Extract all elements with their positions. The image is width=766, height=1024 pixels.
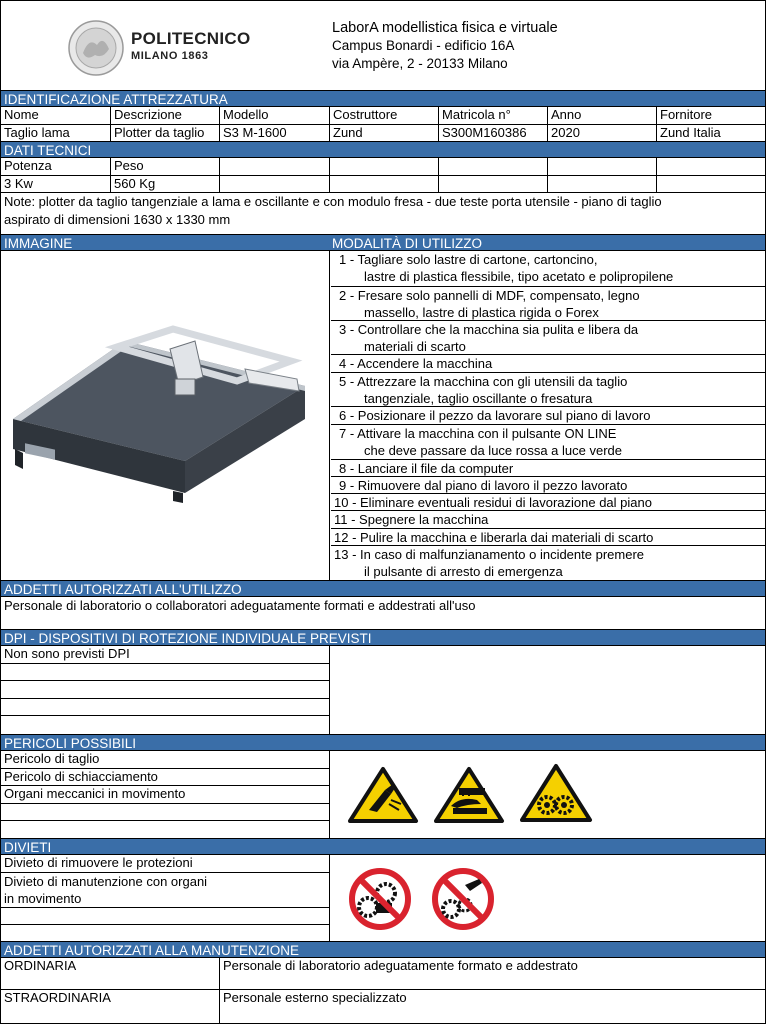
dt-empty	[330, 176, 439, 193]
modalita-title: MODALITÀ DI UTILIZZO	[332, 236, 483, 251]
list-item: 11 - Spegnere la macchina	[331, 511, 765, 529]
addetti-utilizzo-text: Personale di laboratorio o collaboratori adeguatamente formati e addestrati all'uso	[4, 598, 476, 613]
plotter-machine-icon	[5, 321, 325, 506]
immagine-title: IMMAGINE	[4, 236, 73, 251]
no-maintenance-moving-parts-icon	[429, 867, 497, 931]
manutenzione-label-straordinaria: STRAORDINARIA	[1, 990, 220, 1023]
dt-empty	[220, 158, 330, 176]
divieto-empty-row	[1, 925, 330, 941]
id-header-descrizione: Descrizione	[111, 107, 220, 125]
id-header-costruttore: Costruttore	[330, 107, 439, 125]
list-item: 12 - Pulire la macchina e liberarla dai materiali di scarto	[331, 529, 765, 546]
id-header-fornitore: Fornitore	[657, 107, 765, 125]
section-dati-tecnici: DATI TECNICI	[1, 141, 765, 158]
logo-seal-icon	[67, 19, 125, 77]
gears-hazard-icon	[519, 763, 593, 823]
dt-value-potenza: 3 Kw	[1, 176, 111, 193]
id-value-modello: S3 M-1600	[220, 125, 330, 142]
section-dpi: DPI - DISPOSITIVI DI ROTEZIONE INDIVIDUALE PREVISTI	[1, 629, 765, 646]
dpi-empty-row	[1, 716, 330, 734]
dpi-empty-row	[1, 699, 330, 716]
list-item: 5 - Attrezzare la macchina con gli utensili da taglio tangenziale, taglio oscillante o fresatura	[331, 373, 765, 407]
dpi-item: Non sono previsti DPI	[1, 646, 330, 664]
pericolo-empty-row	[1, 804, 330, 821]
dt-empty	[439, 158, 548, 176]
id-value-costruttore: Zund	[330, 125, 439, 142]
list-item: 1 - Tagliare solo lastre di cartone, cartoncino, lastre di plastica flessibile, tipo acetato e polipropilene	[331, 251, 765, 287]
id-header-anno: Anno	[548, 107, 657, 125]
dt-empty	[330, 158, 439, 176]
manutenzione-label-ordinaria: ORDINARIA	[1, 958, 220, 990]
section-identificazione: IDENTIFICAZIONE ATTREZZATURA	[1, 90, 765, 107]
dpi-empty-row	[1, 681, 330, 699]
id-value-nome: Taglio lama	[1, 125, 111, 142]
id-header-matricola: Matricola n°	[439, 107, 548, 125]
manutenzione-value-ordinaria: Personale di laboratorio adeguatamente formato e addestrato	[220, 958, 765, 990]
section-immagine	[1, 234, 765, 251]
pericolo-item: Organi meccanici in movimento	[1, 786, 330, 804]
lab-campus: Campus Bonardi - edificio 16A	[332, 38, 515, 53]
machine-image	[5, 321, 325, 506]
dt-empty	[548, 158, 657, 176]
list-item: 4 - Accendere la macchina	[331, 355, 765, 373]
id-header-modello: Modello	[220, 107, 330, 125]
dt-header-potenza: Potenza	[1, 158, 111, 176]
pericolo-item: Pericolo di taglio	[1, 751, 330, 769]
crush-hazard-icon	[433, 766, 505, 824]
dt-empty	[220, 176, 330, 193]
id-value-descrizione: Plotter da taglio	[111, 125, 220, 142]
logo-name: POLITECNICO	[131, 29, 251, 48]
dt-note-line1: Note: plotter da taglio tangenziale a lama e oscillante e con modulo fresa - due teste porta utensile - piano di taglio	[4, 194, 662, 209]
id-value-matricola: S300M160386	[439, 125, 548, 142]
id-value-anno: 2020	[548, 125, 657, 142]
divider	[329, 251, 330, 580]
divieto-item: Divieto di manutenzione con organi in movimento	[1, 873, 330, 908]
list-item: 10 - Eliminare eventuali residui di lavorazione dal piano	[331, 494, 765, 511]
dt-empty	[548, 176, 657, 193]
dt-note-line2: aspirato di dimensioni 1630 x 1330 mm	[4, 212, 231, 227]
no-remove-guards-icon	[346, 867, 414, 931]
dt-header-peso: Peso	[111, 158, 220, 176]
lab-address: via Ampère, 2 - 20133 Milano	[332, 56, 508, 71]
list-item: 8 - Lanciare il file da computer	[331, 460, 765, 477]
section-divieti: DIVIETI	[1, 838, 765, 855]
list-item: 6 - Posizionare il pezzo da lavorare sul piano di lavoro	[331, 407, 765, 425]
section-pericoli: PERICOLI POSSIBILI	[1, 734, 765, 751]
logo	[67, 19, 272, 77]
list-item: 7 - Attivare la macchina con il pulsante ON LINE che deve passare da luce rossa a luce verde	[331, 425, 765, 460]
list-item: 2 - Fresare solo pannelli di MDF, compensato, legno massello, lastre di plastica rigida o Forex	[331, 287, 765, 321]
lab-name: LaborA modellistica fisica e virtuale	[332, 20, 558, 36]
dpi-empty-row	[1, 664, 330, 681]
manutenzione-value-straordinaria: Personale esterno specializzato	[223, 990, 407, 1005]
dt-empty	[657, 158, 765, 176]
dt-empty	[657, 176, 765, 193]
pericolo-empty-row	[1, 821, 330, 839]
dt-value-peso: 560 Kg	[111, 176, 220, 193]
divieto-empty-row	[1, 908, 330, 925]
pericolo-item: Pericolo di schiacciamento	[1, 769, 330, 786]
id-header-nome: Nome	[1, 107, 111, 125]
logo-sub: MILANO 1863	[131, 50, 209, 62]
id-value-fornitore: Zund Italia	[657, 125, 765, 142]
dt-empty	[439, 176, 548, 193]
list-item: 13 - In caso di malfunzianamento o incidente premere il pulsante di arresto di emergenza	[334, 547, 645, 579]
section-addetti-utilizzo: ADDETTI AUTORIZZATI ALL'UTILIZZO	[1, 580, 765, 597]
list-item: 9 - Rimuovere dal piano di lavoro il pezzo lavorato	[331, 477, 765, 494]
cut-hazard-icon	[347, 766, 419, 824]
divieto-item: Divieto di rimuovere le protezioni	[1, 855, 330, 873]
list-item: 3 - Controllare che la macchina sia pulita e libera da materiali di scarto	[331, 321, 765, 355]
section-manutenzione: ADDETTI AUTORIZZATI ALLA MANUTENZIONE	[1, 941, 765, 958]
